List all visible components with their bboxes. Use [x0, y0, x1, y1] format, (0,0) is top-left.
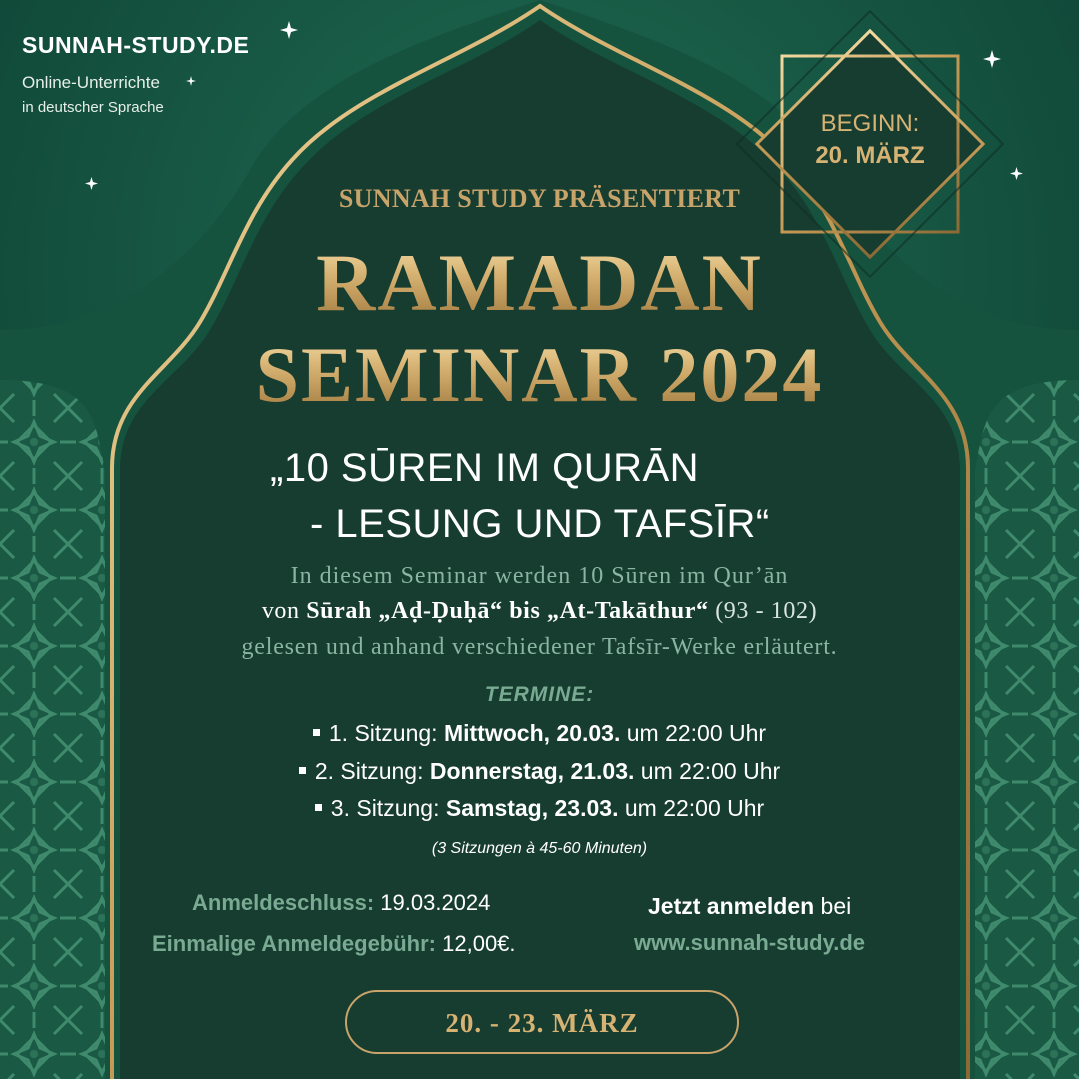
title-line1: RAMADAN: [0, 236, 1079, 330]
description-line1: In diesem Seminar werden 10 Sūren im Qur’ān: [290, 563, 789, 589]
session-item: [0, 795, 1079, 822]
session-day: Samstag, 23.03.: [445, 795, 619, 821]
session-label: 3. Sitzung:: [330, 795, 446, 821]
registration-fee: [152, 931, 516, 957]
date-range-pill: [345, 990, 739, 1054]
registration-deadline: [192, 890, 490, 916]
badge-label: BEGINN:: [820, 110, 920, 137]
surah-numbers: (93 - 102): [708, 598, 818, 624]
description-prefix: von: [261, 598, 307, 624]
cta-rest: bei: [814, 893, 852, 919]
session-time: um 22:00 Uhr: [634, 758, 781, 784]
date-range-text: 20. - 23. MÄRZ: [445, 1008, 639, 1038]
fee-label: Einmalige Anmeldegebühr:: [152, 931, 437, 956]
subtitle-line1: „10 SŪREN IM QURĀN: [270, 446, 700, 490]
schedule-heading: TERMINE:: [484, 683, 595, 706]
session-label: 1. Sitzung:: [328, 720, 444, 746]
badge-date: 20. MÄRZ: [815, 142, 925, 169]
brand-name: SUNNAH-STUDY.DE: [22, 32, 250, 58]
bullet-icon: [313, 729, 320, 736]
session-time: um 22:00 Uhr: [618, 795, 765, 821]
website-link[interactable]: www.sunnah-study.de: [634, 930, 866, 955]
bullet-icon: [299, 767, 306, 774]
session-day: Donnerstag, 21.03.: [429, 758, 635, 784]
surah-range: Sūrah „Aḍ-Ḍuḥā“ bis „At-Takāthur“: [306, 598, 709, 624]
tagline-line2: in deutscher Sprache: [22, 99, 164, 116]
presents-heading: SUNNAH STUDY PRÄSENTIERT: [338, 184, 741, 213]
title-line2: SEMINAR 2024: [0, 330, 1079, 420]
register-cta: [648, 893, 851, 920]
description-line3: gelesen und anhand verschiedener Tafsīr-Werke erläutert.: [241, 634, 838, 660]
session-duration-note: (3 Sitzungen à 45-60 Minuten): [431, 840, 648, 857]
cta-bold: Jetzt anmelden: [648, 893, 815, 919]
subtitle-line2: - LESUNG UND TAFSĪR“: [310, 502, 770, 546]
deadline-value: 19.03.2024: [374, 890, 491, 915]
session-time: um 22:00 Uhr: [620, 720, 767, 746]
session-day: Mittwoch, 20.03.: [443, 720, 621, 746]
session-label: 2. Sitzung:: [314, 758, 430, 784]
session-item: [0, 758, 1079, 785]
session-item: [0, 720, 1079, 747]
description-line2: [0, 598, 1079, 625]
bullet-icon: [315, 804, 322, 811]
tagline-line1: Online-Unterrichte: [22, 73, 160, 92]
deadline-label: Anmeldeschluss:: [192, 890, 375, 915]
fee-value: 12,00€.: [436, 931, 516, 956]
